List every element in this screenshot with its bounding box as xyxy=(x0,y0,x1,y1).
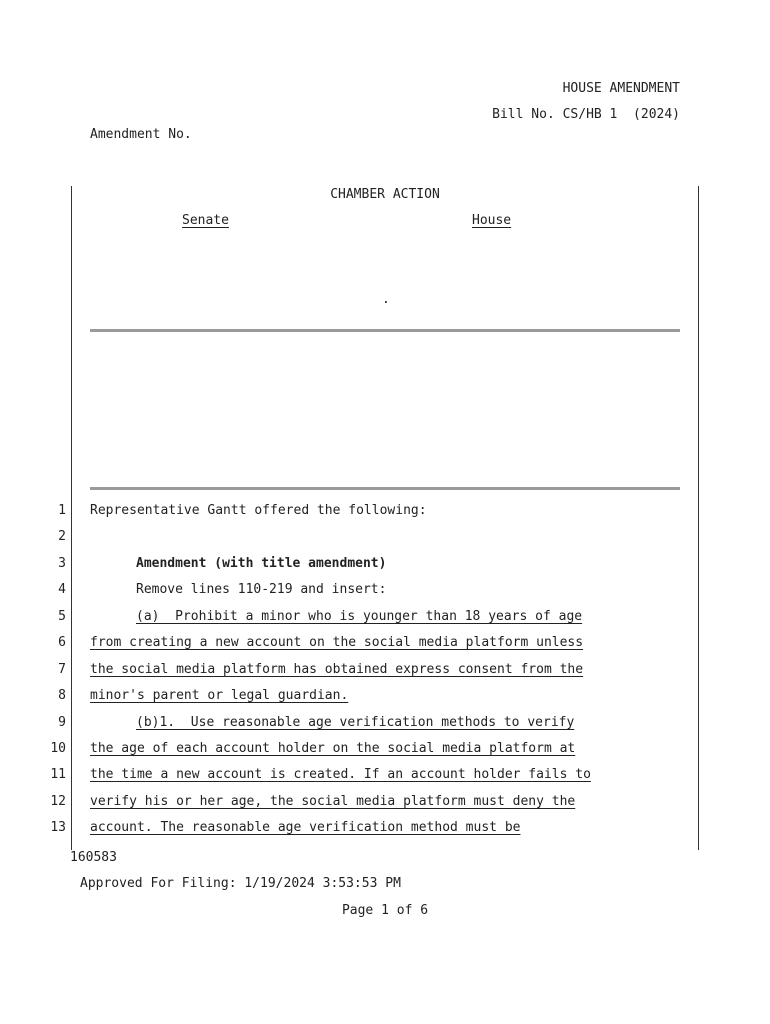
body-line-inserted xyxy=(90,713,731,733)
line-number: 8 xyxy=(58,688,66,703)
body-line-inserted xyxy=(90,739,685,759)
chamber-divider-bottom xyxy=(90,487,680,490)
document-code: 160583 xyxy=(70,850,117,865)
body-line: Representative Gantt offered the following: xyxy=(90,503,427,518)
inserted-text: the social media platform has obtained express consent from the xyxy=(90,662,584,677)
inserted-text: (a) Prohibit a minor who is younger than 18 years of age xyxy=(136,609,583,624)
inserted-text: from creating a new account on the social media platform unless xyxy=(90,635,584,650)
line-number: 10 xyxy=(50,741,66,756)
body-line: Remove lines 110-219 and insert: xyxy=(136,582,387,597)
body-line-inserted xyxy=(90,633,685,653)
inserted-text: (b)1. Use reasonable age verification methods to verify xyxy=(136,715,575,730)
line-number: 1 xyxy=(58,503,66,518)
chamber-action-title: CHAMBER ACTION xyxy=(330,187,440,202)
line-number: 11 xyxy=(50,767,66,782)
line-number: 5 xyxy=(58,609,66,624)
body-line-inserted xyxy=(90,686,685,706)
chamber-separator-dot: . xyxy=(382,292,390,307)
senate-label: Senate xyxy=(182,213,229,228)
body-line xyxy=(90,527,685,547)
line-number: 7 xyxy=(58,662,66,677)
house-label: House xyxy=(472,213,512,228)
line-number: 6 xyxy=(58,635,66,650)
body-line-inserted xyxy=(90,765,685,785)
line-number: 2 xyxy=(58,529,66,544)
body-line-inserted xyxy=(90,660,685,680)
amendment-heading: Amendment (with title amendment) xyxy=(136,556,387,571)
left-margin-line xyxy=(71,186,72,850)
inserted-text: the age of each account holder on the social media platform at xyxy=(90,741,576,756)
line-number: 12 xyxy=(50,794,66,809)
body-line-inserted xyxy=(90,792,685,812)
body-line-inserted xyxy=(90,607,731,627)
approval-stamp: Approved For Filing: 1/19/2024 3:53:53 PM xyxy=(80,876,401,891)
inserted-text: account. The reasonable age verification method must be xyxy=(90,820,521,835)
line-number: 3 xyxy=(58,556,66,571)
page-number: Page 1 of 6 xyxy=(341,903,429,918)
inserted-text: minor's parent or legal guardian. xyxy=(90,688,349,703)
line-number: 13 xyxy=(50,820,66,835)
line-number: 9 xyxy=(58,715,66,730)
amendment-number-label: Amendment No. xyxy=(90,127,192,142)
line-number: 4 xyxy=(58,582,66,597)
document-type: HOUSE AMENDMENT xyxy=(562,81,680,96)
inserted-text: the time a new account is created. If an account holder fails to xyxy=(90,767,591,782)
bill-number: Bill No. CS/HB 1 (2024) xyxy=(492,107,680,122)
right-margin-line xyxy=(698,186,699,850)
chamber-divider-top xyxy=(90,329,680,332)
body-line-inserted xyxy=(90,818,685,838)
inserted-text: verify his or her age, the social media platform must deny the xyxy=(90,794,576,809)
